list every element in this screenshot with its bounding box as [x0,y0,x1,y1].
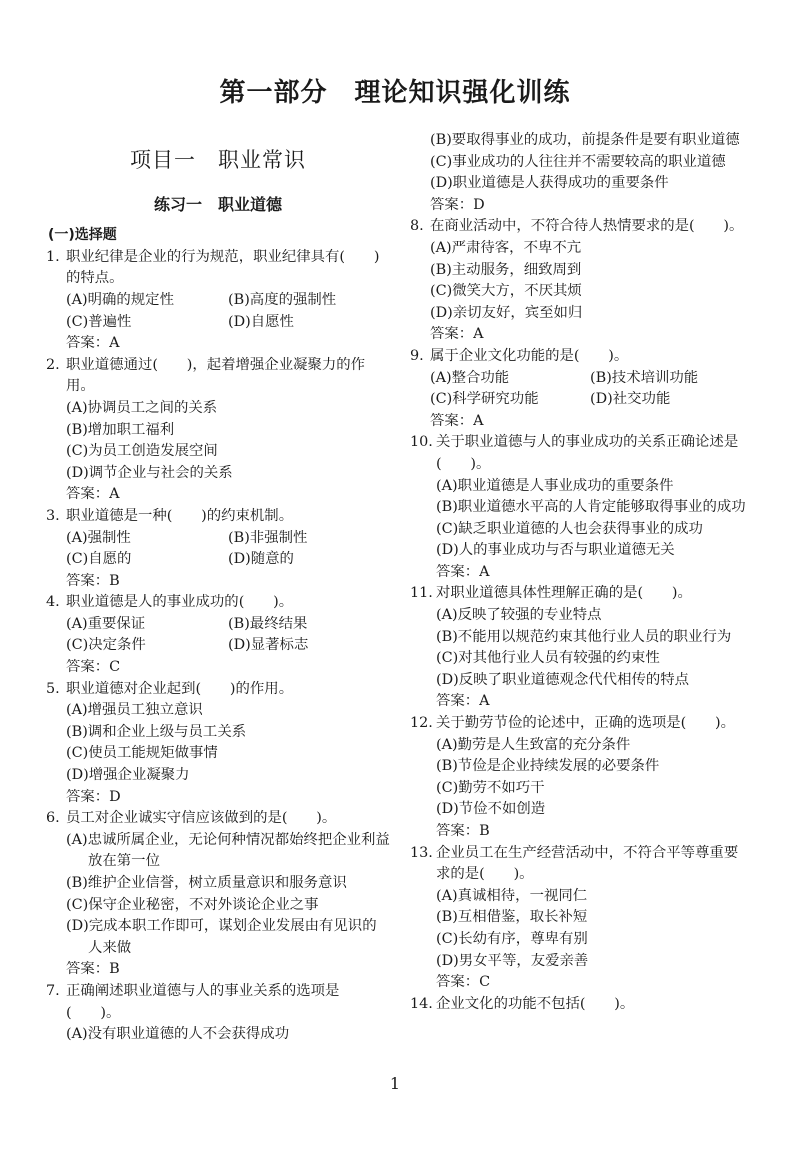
question-item [46,981,390,1046]
option-row [410,368,750,390]
question-option: (B)主动服务，细致周到 [430,261,582,278]
question-stem [46,247,390,290]
question-answer: 答案：C [436,974,491,991]
question-stem [410,583,750,605]
right-column [410,130,750,1015]
question-answer: 答案：C [66,659,121,676]
question-answer: 答案：A [66,486,120,503]
question-stem [46,506,390,528]
question-item [410,583,750,713]
question-option: (A)增强员工独立意识 [66,702,203,719]
question-item [46,247,390,355]
question-option: (A)真诚相待，一视同仁 [436,887,588,904]
question-answer: 答案：B [66,961,120,978]
question-stem [410,994,750,1016]
question-text: 在商业活动中，不符合待人热情要求的是( )。 [430,218,744,235]
option-row [46,312,390,334]
question-option: (A)反映了较强的专业特点 [436,607,602,624]
option-row [46,614,390,636]
question-option: (C)决定条件 [66,637,146,654]
question-option: (B)职业道德水平高的人肯定能够取得事业的成功 [436,499,746,516]
question-option: (B)技术培训功能 [590,369,699,386]
question-option: (A)忠诚所属企业，无论何种情况都始终把企业利益放在第一位 [66,831,390,870]
question-option: (D)随意的 [228,551,294,568]
question-stem [46,981,390,1024]
question-number: 13. [410,844,433,861]
page-number: 1 [389,1074,401,1093]
question-option: (C)事业成功的人往往并不需要较高的职业道德 [430,153,726,170]
question-option: (D)节俭不如创造 [436,801,546,818]
question-item [410,713,750,843]
question-number: 7. [46,982,60,999]
question-answer: 答案：A [66,335,120,352]
question-stem [410,713,750,735]
question-answer: 答案：B [66,572,120,589]
option-row [46,528,390,550]
question-stem [46,808,390,830]
left-column [46,130,390,1046]
question-answer: 答案：A [436,563,490,580]
project-title: 项目一 职业常识 [130,148,306,172]
question-option: (B)非强制性 [228,529,308,546]
option-row [46,635,390,657]
right-question-list [410,216,750,1015]
question-item [46,506,390,592]
question-text: 企业文化的功能不包括( )。 [436,995,635,1012]
option-row [410,389,750,411]
question-option: (C)自愿的 [66,551,132,568]
question-number: 1. [46,248,60,265]
question-option: (D)人的事业成功与否与职业道德无关 [436,542,675,559]
question-option: (B)不能用以规范约束其他行业人员的职业行为 [436,628,732,645]
question-option: (A)职业道德是人事业成功的重要条件 [436,477,674,494]
question-answer: 答案：B [436,823,490,839]
question-option: (D)社交功能 [590,391,671,408]
question-item [46,592,390,678]
question-option: (C)缺乏职业道德的人也会获得事业的成功 [436,520,703,537]
question-item [410,843,750,994]
question-stem [410,216,750,238]
question-text: 职业纪律是企业的行为规范，职业纪律具有( )的特点。 [66,248,380,287]
question-answer: 答案：A [430,412,484,429]
question-text: 职业道德是一种( )的约束机制。 [66,507,294,524]
question-item [46,808,390,981]
option-row [46,290,390,312]
question-stem [46,592,390,614]
question-number: 3. [46,507,60,524]
question-stem [410,346,750,368]
section-title: (一)选择题 [48,227,117,244]
question-option: (D)男女平等，友爱亲善 [436,952,589,969]
question-number: 10. [410,434,433,451]
question-number: 5. [46,680,60,697]
question-option: (D)自愿性 [228,313,294,330]
question-text: 属于企业文化功能的是( )。 [430,347,629,364]
question-option: (A)勤劳是人生致富的充分条件 [436,736,631,753]
question-answer: 答案：D [430,196,485,213]
question-text: 职业道德对企业起到( )的作用。 [66,680,294,697]
part-title: 第一部分 理论知识强化训练 [219,78,571,108]
question-text: 对职业道德具体性理解正确的是( )。 [436,585,692,602]
question-option: (A)严肃待客，不卑不亢 [430,239,582,256]
question-option: (B)最终结果 [228,615,308,632]
question-stem [410,432,750,475]
question-option: (D)显著标志 [228,637,309,654]
question-option: (C)长幼有序，尊卑有别 [436,930,588,947]
option-row [46,549,390,571]
question-option: (D)职业道德是人获得成功的重要条件 [430,175,669,192]
question-option: (A)整合功能 [430,369,510,386]
question-answer: 答案：D [66,788,121,805]
question-text: 员工对企业诚实守信应该做到的是( )。 [66,810,337,827]
question-option: (A)重要保证 [66,615,146,632]
question-option: (C)为员工创造发展空间 [66,443,218,460]
question-option: (C)使员工能规矩做事情 [66,745,218,762]
question-7-continuation [410,130,750,216]
question-item [410,216,750,346]
question-option: (A)协调员工之间的关系 [66,399,218,416]
question-option: (B)维护企业信誉，树立质量意识和服务意识 [66,875,347,891]
question-option: (C)普遍性 [66,313,132,330]
question-item [410,346,750,432]
question-number: 9. [410,347,424,364]
question-option: (B)要取得事业的成功，前提条件是要有职业道德 [430,132,740,148]
question-option: (B)互相借鉴，取长补短 [436,909,588,926]
question-number: 11. [410,585,433,602]
question-option: (A)强制性 [66,529,131,546]
left-question-list [46,247,390,1046]
question-number: 6. [46,810,60,827]
question-option: (B)调和企业上级与员工关系 [66,723,247,740]
exercise-title: 练习一 职业道德 [153,194,282,214]
question-number: 12. [410,715,433,732]
question-option: (D)完成本职工作即可，谋划企业发展由有见识的人来做 [66,918,377,956]
question-item [46,679,390,809]
question-option: (D)亲切友好，宾至如归 [430,304,583,321]
question-number: 8. [410,218,424,235]
question-number: 2. [46,356,60,373]
question-item [46,355,390,506]
question-stem [410,843,750,886]
question-number: 14. [410,995,433,1012]
question-stem [46,355,390,398]
question-text: 正确阐述职业道德与人的事业关系的选项是( )。 [66,982,340,1021]
question-option: (C)对其他行业人员有较强的约束性 [436,650,660,667]
question-number: 4. [46,594,60,611]
question-answer: 答案：A [436,693,490,710]
question-option: (A)明确的规定性 [66,291,174,308]
question-text: 职业道德是人的事业成功的( )。 [66,594,294,611]
question-stem [46,679,390,701]
question-text: 关于职业道德与人的事业成功的关系正确论述是( )。 [436,434,739,472]
question-option: (C)勤劳不如巧干 [436,779,545,796]
question-answer: 答案：A [430,326,484,343]
question-option: (C)科学研究功能 [430,391,539,408]
question-option: (D)反映了职业道德观念代代相传的特点 [436,671,690,688]
question-option: (D)增强企业凝聚力 [66,767,190,784]
question-text: 企业员工在生产经营活动中，不符合平等尊重要求的是( )。 [436,844,739,883]
question-option: (C)保守企业秘密，不对外谈论企业之事 [66,896,319,913]
question-option: (A)没有职业道德的人不会获得成功 [66,1026,290,1043]
question-item [410,432,750,583]
question-text: 职业道德通过( )，起着增强企业凝聚力的作用。 [66,356,366,395]
question-option: (D)调节企业与社会的关系 [66,464,233,481]
question-option: (B)增加职工福利 [66,421,175,438]
question-text: 关于勤劳节俭的论述中，正确的选项是( )。 [436,715,736,732]
question-option: (B)节俭是企业持续发展的必要条件 [436,758,660,775]
question-option: (C)微笑大方，不厌其烦 [430,283,582,300]
question-option: (B)高度的强制性 [228,291,337,308]
question-item [410,994,750,1016]
